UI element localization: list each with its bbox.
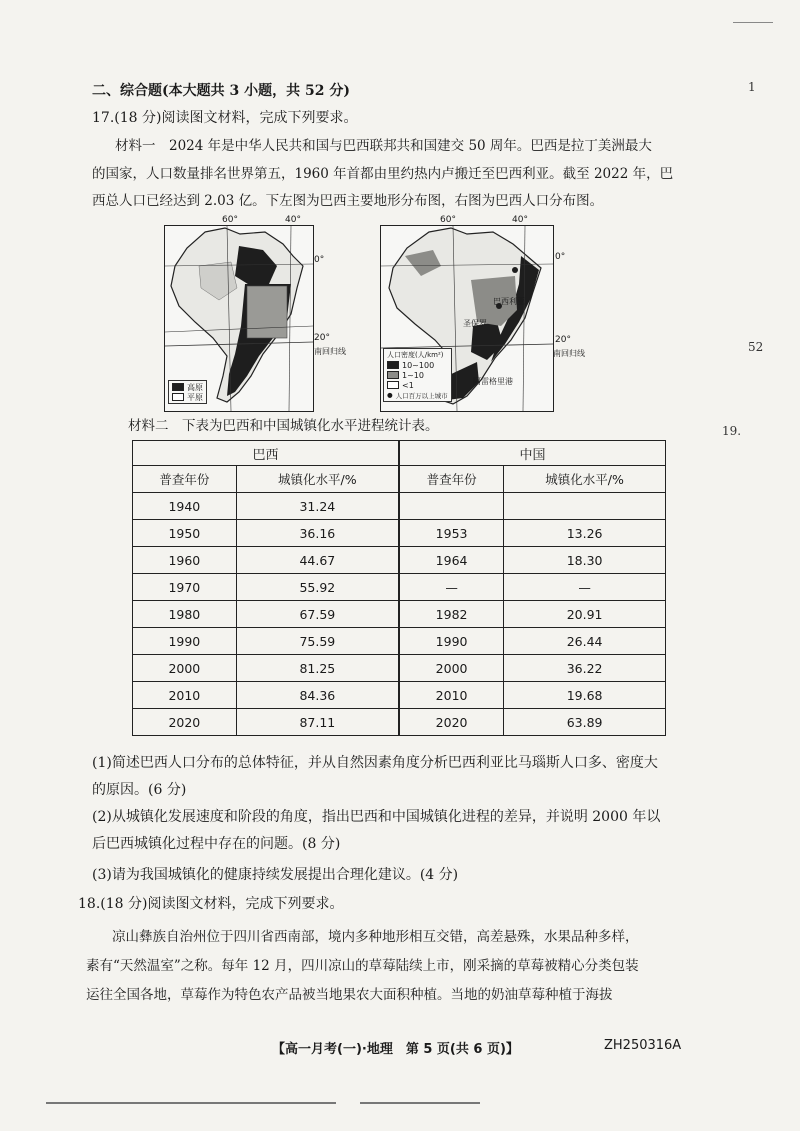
table-cell: 36.16: [236, 520, 399, 547]
left-map-lat-0: 0°: [314, 255, 325, 265]
q17-header: 17.(18 分)阅读图文材料，完成下列要求。: [92, 110, 358, 126]
city-porto-alegre: 阿雷格里港: [473, 377, 513, 386]
footer-page-info: 【高一月考(一)·地理 第 5 页(共 6 页)】: [272, 1042, 519, 1057]
footer-code: ZH250316A: [604, 1038, 682, 1053]
q18-text-line: 运往全国各地，草莓作为特色农产品被当地果农大面积种植。当地的奶油草莓种植于海拔: [86, 987, 613, 1003]
scan-artifact-line: [46, 1102, 336, 1104]
table-cell: 81.25: [236, 655, 399, 682]
city-dot-icon: ●: [387, 391, 393, 399]
material2-line: 材料二 下表为巴西和中国城镇化水平进程统计表。: [128, 418, 439, 434]
margin-mark: 19.: [722, 424, 742, 438]
table-row: [133, 709, 666, 736]
terrain-legend: [168, 380, 207, 404]
table-cell: —: [504, 574, 666, 601]
col-urbanization: 城镇化水平/%: [504, 466, 666, 493]
table-cell: 67.59: [236, 601, 399, 628]
table-cell: 36.22: [504, 655, 666, 682]
table-row: [133, 628, 666, 655]
table-cell: 1960: [133, 547, 237, 574]
table-cell: [399, 493, 504, 520]
table-cell: 2010: [133, 682, 237, 709]
right-map-lon-60: 60°: [440, 215, 456, 225]
left-map-lon-40: 40°: [285, 215, 301, 225]
table-cell: 13.26: [504, 520, 666, 547]
legend-plateau: 高原: [187, 382, 203, 392]
table-cell: 26.44: [504, 628, 666, 655]
right-map-lat-20: 20°: [555, 335, 571, 345]
question-line: (1)简述巴西人口分布的总体特征，并从自然因素角度分析巴西利亚比马瑙斯人口多、密度大: [92, 755, 658, 771]
table-cell: 2020: [399, 709, 504, 736]
table-cell: 1970: [133, 574, 237, 601]
plateau-swatch: [172, 383, 184, 391]
col-census-year: 普查年份: [133, 466, 237, 493]
question-line: (3)请为我国城镇化的健康持续发展提出合理化建议。(4 分): [92, 867, 459, 883]
table-cell: 18.30: [504, 547, 666, 574]
table-cell: 44.67: [236, 547, 399, 574]
left-map-lat-20: 20°: [314, 333, 330, 343]
q18-text-line: 凉山彝族自治州位于四川省西南部，境内多种地形相互交错，高差悬殊，水果品种多样，: [112, 929, 639, 945]
table-cell: 63.89: [504, 709, 666, 736]
density-mid-swatch: [387, 371, 399, 379]
legend-density-high: 10~100: [402, 360, 435, 370]
table-row: [133, 547, 666, 574]
region-sao-paulo: 圣保罗: [463, 319, 487, 328]
table-row: [133, 493, 666, 520]
right-map-lat-0: 0°: [555, 252, 566, 262]
terrain-map: [164, 225, 314, 412]
right-map-tropic: 南回归线: [553, 349, 585, 358]
table-cell: 1982: [399, 601, 504, 628]
table-cell: 1990: [133, 628, 237, 655]
legend-title: 人口密度(人/km²): [387, 351, 444, 359]
col-census-year: 普查年份: [399, 466, 504, 493]
question-line: 后巴西城镇化过程中存在的问题。(8 分): [92, 836, 341, 852]
material1-line: 西总人口已经达到 2.03 亿。下左图为巴西主要地形分布图，右图为巴西人口分布图。: [92, 193, 604, 209]
margin-mark: 52: [748, 340, 764, 354]
section-heading: 二、综合题(本大题共 3 小题，共 52 分): [92, 83, 350, 99]
table-cell: 75.59: [236, 628, 399, 655]
table-cell: 2000: [399, 655, 504, 682]
material1-line: 材料一 2024 年是中华人民共和国与巴西联邦共和国建交 50 周年。巴西是拉丁美洲最大: [115, 138, 652, 154]
question-line: (2)从城镇化发展速度和阶段的角度，指出巴西和中国城镇化进程的差异，并说明 2000 年以: [92, 809, 661, 825]
table-cell: —: [399, 574, 504, 601]
scan-artifact-line: [360, 1102, 480, 1104]
legend-plain: 平原: [187, 392, 203, 402]
margin-mark: 1: [748, 80, 756, 94]
table-cell: 2020: [133, 709, 237, 736]
table-cell: [504, 493, 666, 520]
table-cell: 31.24: [236, 493, 399, 520]
material1-line: 的国家，人口数量排名世界第五，1960 年首都由里约热内卢搬迁至巴西利亚。截至 2022 年，巴: [92, 166, 674, 182]
legend-density-low: <1: [402, 380, 414, 390]
right-map-lon-40: 40°: [512, 215, 528, 225]
table-cell: 55.92: [236, 574, 399, 601]
table-cell: 1953: [399, 520, 504, 547]
legend-density-mid: 1~10: [402, 370, 424, 380]
table-cell: 1950: [133, 520, 237, 547]
table-cell: 20.91: [504, 601, 666, 628]
table-cell: 19.68: [504, 682, 666, 709]
legend-city: 人口百万以上城市: [395, 391, 448, 400]
table-row: [133, 574, 666, 601]
table-row: [133, 601, 666, 628]
q18-text-line: 素有“天然温室”之称。每年 12 月，四川凉山的草莓陆续上市，刚采摘的草莓被精心分类包装: [86, 958, 639, 974]
table-cell: 1980: [133, 601, 237, 628]
city-brasilia: 巴西利亚: [493, 297, 525, 306]
population-map: [380, 225, 554, 412]
density-high-swatch: [387, 361, 399, 369]
scan-artifact-line: [733, 22, 773, 23]
density-low-swatch: [387, 381, 399, 389]
table-cell: 1940: [133, 493, 237, 520]
table-row: [133, 655, 666, 682]
population-legend: [383, 348, 452, 402]
table-cell: 87.11: [236, 709, 399, 736]
table-cell: 2010: [399, 682, 504, 709]
table-cell: 84.36: [236, 682, 399, 709]
urbanization-table: [132, 440, 666, 736]
left-map-tropic: 南回归线: [314, 347, 346, 356]
plain-swatch: [172, 393, 184, 401]
country-china: 中国: [399, 441, 666, 466]
country-brazil: 巴西: [133, 441, 399, 466]
table-row: [133, 520, 666, 547]
table-row: [133, 682, 666, 709]
col-urbanization: 城镇化水平/%: [236, 466, 399, 493]
table-cell: 1964: [399, 547, 504, 574]
table-cell: 1990: [399, 628, 504, 655]
question-line: 的原因。(6 分): [92, 782, 187, 798]
table-cell: 2000: [133, 655, 237, 682]
q18-header: 18.(18 分)阅读图文材料，完成下列要求。: [78, 896, 344, 912]
left-map-lon-60: 60°: [222, 215, 238, 225]
